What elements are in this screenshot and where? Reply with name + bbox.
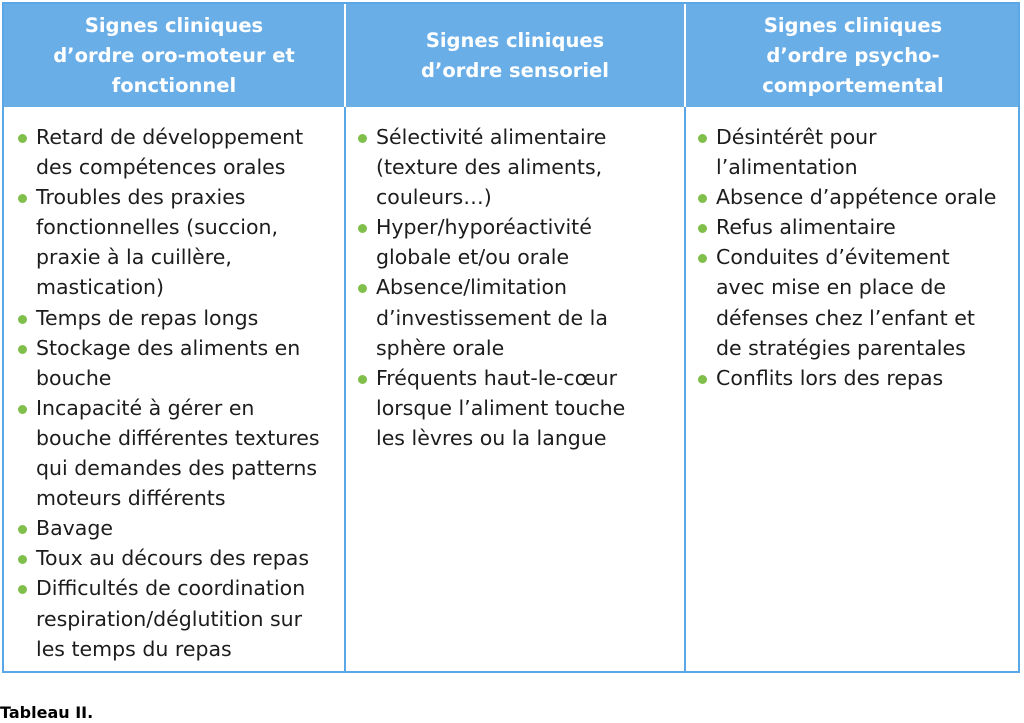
bullet-icon [698, 224, 707, 233]
bullet-icon [18, 194, 27, 203]
list-item [16, 543, 338, 573]
bullet-icon [18, 134, 27, 143]
header-divider [684, 4, 686, 107]
table-header-row [4, 4, 1018, 107]
list-item [356, 363, 678, 453]
list-item [16, 573, 338, 663]
list-item-text: Sélectivité alimentaire (texture des aliments, couleurs…) [376, 125, 607, 210]
signs-list [356, 122, 678, 453]
list-item-text: Stockage des aliments en bouche [36, 335, 301, 390]
list-item-text: Désintérêt pour l’alimentation [716, 125, 877, 180]
list-item-text: Conduites d’évitement avec mise en place de défenses chez l’enfant et de stratégies parentales [716, 245, 975, 360]
list-item [696, 212, 1018, 242]
list-item [696, 363, 1018, 393]
list-item [356, 272, 678, 362]
list-item-text: Temps de repas longs [36, 305, 259, 330]
column-header-psycho-comportemental: Signes cliniques d’ordre psycho- comportemental [762, 13, 944, 97]
list-item-text: Troubles des praxies fonctionnelles (succion, praxie à la cuillère, mastication) [36, 185, 279, 300]
list-item-text: Hyper/hyporéactivité globale et/ou orale [376, 215, 592, 270]
list-item-text: Absence d’appétence orale [716, 185, 997, 210]
list-item [16, 393, 338, 513]
list-item-text: Retard de développement des compétences orales [36, 125, 304, 180]
bullet-icon [698, 134, 707, 143]
table-caption: Tableau II. [0, 703, 94, 722]
header-divider [344, 4, 346, 107]
column-body-psycho-comportemental [696, 122, 1018, 393]
list-item-text: Conflits lors des repas [716, 365, 944, 390]
list-item-text: Refus alimentaire [716, 215, 896, 240]
bullet-icon [358, 375, 367, 384]
bullet-icon [18, 555, 27, 564]
clinical-signs-table [2, 2, 1020, 673]
list-item [696, 242, 1018, 362]
bullet-icon [18, 345, 27, 354]
bullet-icon [18, 525, 27, 534]
column-body-oro-moteur [16, 122, 338, 664]
list-item [696, 122, 1018, 182]
signs-list [16, 122, 338, 664]
bullet-icon [18, 405, 27, 414]
bullet-icon [18, 315, 27, 324]
list-item [16, 122, 338, 182]
list-item [16, 303, 338, 333]
list-item-text: Incapacité à gérer en bouche différentes textures qui demandes des patterns moteurs différents [36, 395, 320, 511]
list-item [356, 122, 678, 212]
list-item-text: Toux au décours des repas [36, 546, 310, 571]
bullet-icon [358, 284, 367, 293]
list-item-text: Difficultés de coordination respiration/déglutition sur les temps du repas [36, 576, 306, 661]
list-item [696, 182, 1018, 212]
bullet-icon [358, 224, 367, 233]
bullet-icon [698, 254, 707, 263]
signs-list [696, 122, 1018, 393]
bullet-icon [698, 194, 707, 203]
list-item [16, 513, 338, 543]
list-item-text: Bavage [36, 516, 113, 541]
bullet-icon [358, 134, 367, 143]
bullet-icon [698, 375, 707, 384]
list-item [16, 333, 338, 393]
list-item [16, 182, 338, 302]
column-header-sensoriel: Signes cliniques d’ordre sensoriel [421, 28, 609, 82]
bullet-icon [18, 585, 27, 594]
list-item-text: Absence/limitation d’investissement de la sphère orale [376, 275, 608, 360]
column-header-oro-moteur: Signes cliniques d’ordre oro-moteur et fonctionnel [53, 13, 295, 97]
column-body-sensoriel [356, 122, 678, 453]
list-item-text: Fréquents haut-le-cœur lorsque l’aliment touche les lèvres ou la langue [376, 365, 626, 450]
list-item [356, 212, 678, 272]
